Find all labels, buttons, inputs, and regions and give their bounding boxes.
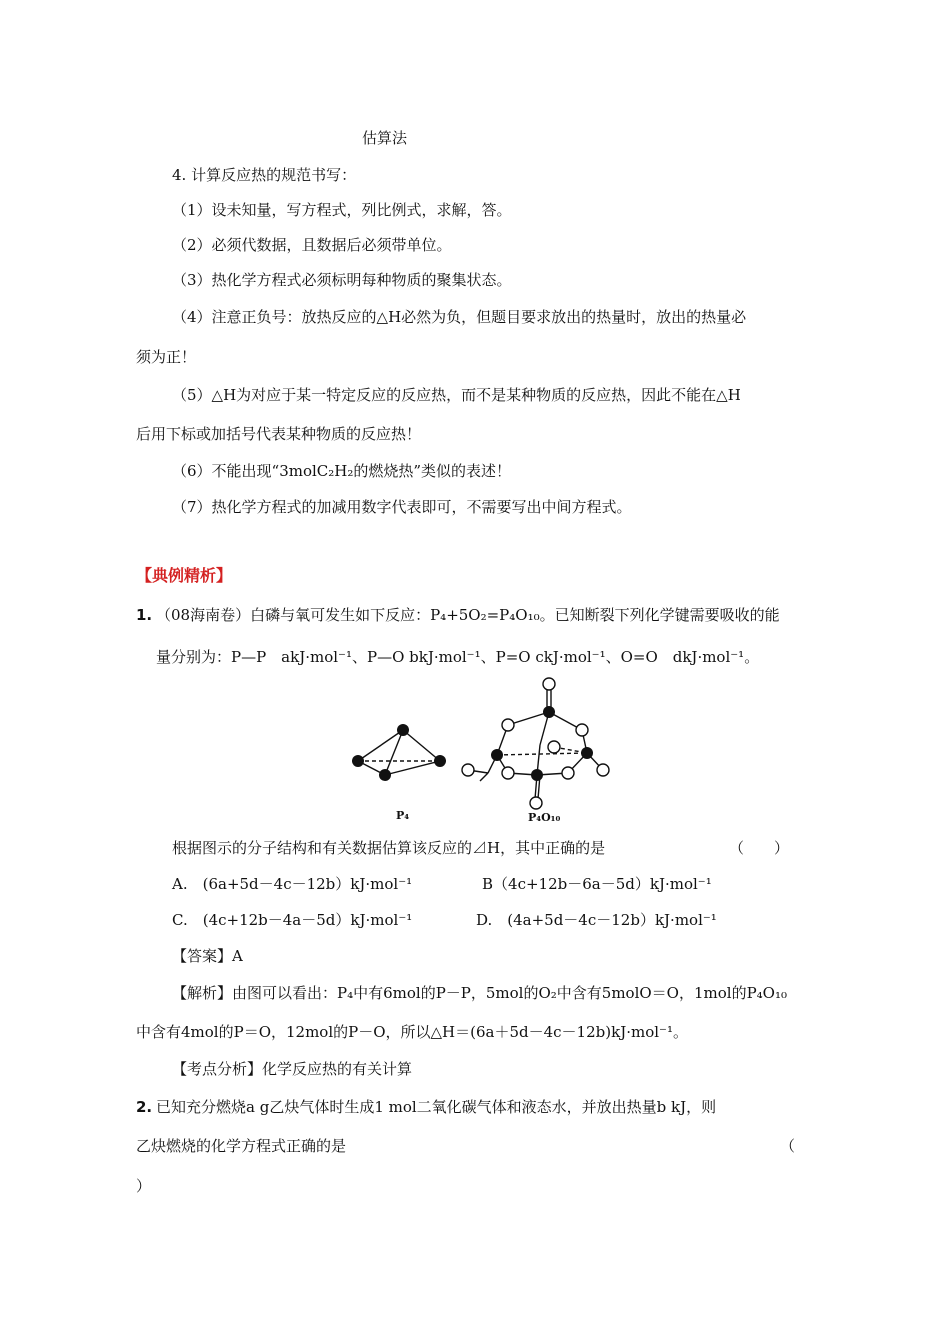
- question-1-text: 量分别为：P—P akJ·mol⁻¹、P—O bkJ·mol⁻¹、P=O ckJ·mol⁻¹、O=O dkJ·mol⁻¹。: [156, 648, 760, 666]
- examples-heading: 【典例精析】: [136, 566, 233, 585]
- question-1-stem: 根据图示的分子结构和有关数据估算该反应的⊿H，其中正确的是: [172, 839, 606, 857]
- p4o10-bonds: [468, 688, 603, 799]
- option-a: A. (6a+5d－4c－12b）kJ·mol⁻¹: [172, 875, 413, 893]
- rule-item: （7）热化学方程式的加减用数字代表即可，不需要写出中间方程式。: [172, 498, 632, 516]
- rule-item: 后用下标或加括号代表某种物质的反应热！: [136, 425, 422, 443]
- rule-item: （6）不能出现“3molC₂H₂的燃烧热”类似的表述！: [172, 462, 512, 480]
- question-2-text: 乙炔燃烧的化学方程式正确的是: [136, 1137, 347, 1155]
- question-1-text: （08海南卷）白磷与氧可发生如下反应：P₄+5O₂=P₄O₁₀。已知断裂下列化学键需要吸收的能: [156, 606, 780, 624]
- answer-bracket: （ ）: [729, 839, 790, 857]
- rule-item: 须为正！: [136, 348, 197, 366]
- answer-bracket-close: ）: [136, 1177, 152, 1195]
- analysis: 中含有4mol的P＝O，12mol的P－O，所以△H＝(6a＋5d－4c－12b)kJ·mol⁻¹。: [136, 1023, 688, 1041]
- section-title: 估算法: [362, 129, 408, 147]
- answer-bracket-open: （: [780, 1137, 796, 1155]
- question-2-text: 已知充分燃烧a g乙炔气体时生成1 mol二氧化碳气体和液态水，并放出热量b kJ，则: [156, 1098, 717, 1116]
- p4o10-label: P₄O₁₀: [528, 811, 561, 824]
- question-number: 2.: [136, 1098, 153, 1116]
- molecule-structure-figure: [340, 675, 630, 825]
- analysis: 【解析】由图可以看出：P₄中有6mol的P－P，5mol的O₂中含有5molO＝O，1mol的P₄O₁₀: [172, 984, 788, 1002]
- rule-item: （5）△H为对应于某一特定反应的反应热，而不是某种物质的反应热，因此不能在△H: [172, 386, 741, 404]
- answer: 【答案】A: [172, 947, 243, 965]
- rules-heading: 4. 计算反应热的规范书写：: [172, 166, 357, 184]
- option-b: B（4c+12b－6a－5d）kJ·mol⁻¹: [482, 875, 712, 893]
- rule-item: （2）必须代数据，且数据后必须带单位。: [172, 236, 452, 254]
- p4-atoms: [352, 724, 446, 781]
- rule-item: （3）热化学方程式必须标明每种物质的聚集状态。: [172, 271, 512, 289]
- rule-item: （1）设未知量，写方程式，列比例式，求解，答。: [172, 201, 512, 219]
- option-d: D. (4a+5d－4c－12b）kJ·mol⁻¹: [476, 911, 717, 929]
- option-c: C. (4c+12b－4a－5d）kJ·mol⁻¹: [172, 911, 413, 929]
- rule-item: （4）注意正负号：放热反应的△H必然为负，但题目要求放出的热量时，放出的热量必: [172, 308, 747, 326]
- point-analysis: 【考点分析】化学反应热的有关计算: [172, 1060, 413, 1078]
- p4-label: P₄: [396, 809, 410, 822]
- question-number: 1.: [136, 606, 153, 624]
- p4-molecule: [358, 730, 440, 775]
